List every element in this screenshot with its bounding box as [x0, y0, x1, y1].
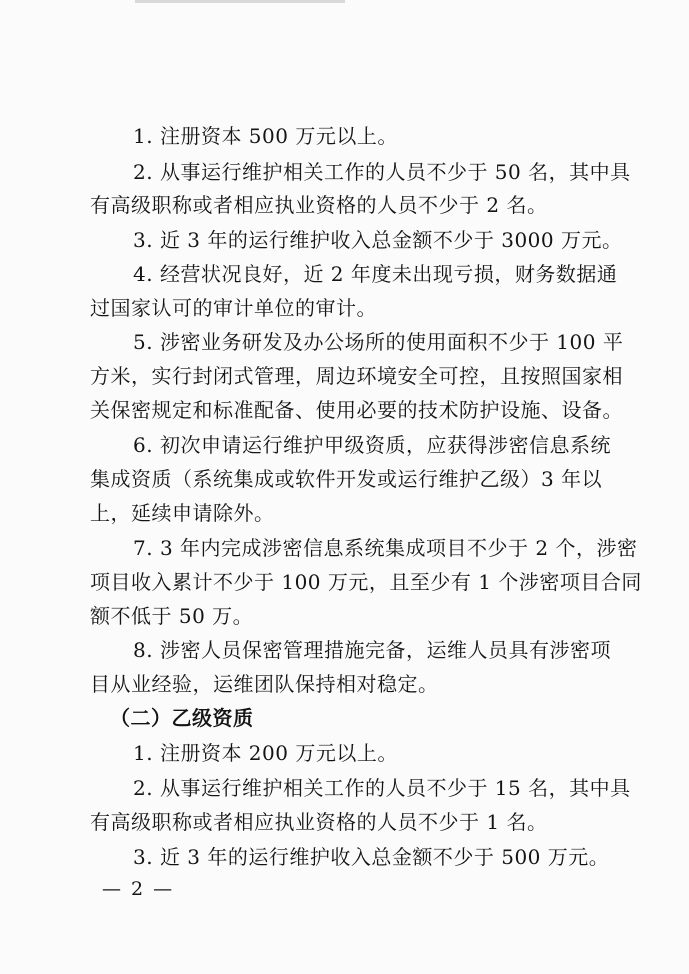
paragraph-line: 1. 注册资本 500 万元以上。 [133, 124, 398, 148]
paragraph-line: 4. 经营状况良好，近 2 年度未出现亏损，财务数据通 [133, 262, 618, 286]
paragraph-line: 关保密规定和标准配备、使用必要的技术防护设施、设备。 [90, 398, 623, 422]
paragraph-line: 6. 初次申请运行维护甲级资质，应获得涉密信息系统 [133, 433, 611, 457]
scan-artifact [135, 0, 345, 3]
paragraph-line: 3. 近 3 年的运行维护收入总金额不少于 500 万元。 [133, 845, 610, 869]
paragraph-line: 项目收入累计不少于 100 万元，且至少有 1 个涉密项目合同 [90, 570, 642, 594]
paragraph-line: 2. 从事运行维护相关工作的人员不少于 15 名，其中具 [133, 776, 631, 800]
paragraph-line: 有高级职称或者相应执业资格的人员不少于 2 名。 [90, 193, 548, 217]
paragraph-line: 有高级职称或者相应执业资格的人员不少于 1 名。 [90, 810, 548, 834]
paragraph-line: 过国家认可的审计单位的审计。 [90, 296, 377, 320]
paragraph-line: 集成资质（系统集成或软件开发或运行维护乙级）3 年以 [90, 467, 603, 491]
paragraph-line: 目从业经验，运维团队保持相对稳定。 [90, 672, 439, 696]
paragraph-line: 1. 注册资本 200 万元以上。 [133, 741, 398, 765]
paragraph-line: 3. 近 3 年的运行维护收入总金额不少于 3000 万元。 [133, 228, 623, 252]
page-number: — 2 — [102, 878, 175, 900]
paragraph-line: 2. 从事运行维护相关工作的人员不少于 50 名，其中具 [133, 160, 631, 184]
paragraph-line: 方米，实行封闭式管理，周边环境安全可控，且按照国家相 [90, 364, 623, 388]
paragraph-line: 7. 3 年内完成涉密信息系统集成项目不少于 2 个，涉密 [133, 536, 638, 560]
paragraph-line: 8. 涉密人员保密管理措施完备，运维人员具有涉密项 [133, 638, 611, 662]
section-heading: （二）乙级资质 [110, 706, 254, 730]
paragraph-line: 额不低于 50 万。 [90, 604, 254, 628]
paragraph-line: 5. 涉密业务研发及办公场所的使用面积不少于 100 平 [133, 330, 624, 354]
paragraph-line: 上，延续申请除外。 [90, 501, 275, 525]
